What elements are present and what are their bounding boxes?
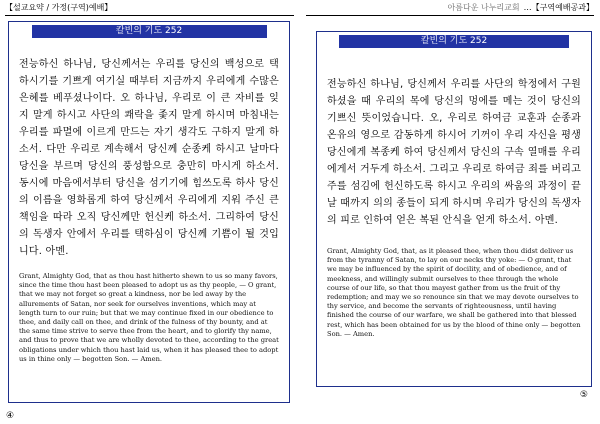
- church-name: 아름다운 나누리교회: [447, 3, 520, 12]
- right-english-prayer: Grant, Almighty God, that, as it pleased thee, when thou didst deliver us from the tyranny of Satan, to lay on our necks thy yoke: — O grant, that we may be influenced by the spirit of docility, and of obedience, and of meekness, and willingly submit ourselves to thee through the whole course of our life, so that thou mayest gather from us the fruit of thy redemption; and may we so renounce sin that we may devote ourselves to thy service, and become the servants of righteousness, until having finished the course of our warfare, we shall be gathered into that blessed rest, which has been obtained for us by the blood of thine only — begotten Son. — Amen.: [327, 247, 581, 338]
- right-page-header: [448, 3, 594, 13]
- left-header-rule: [5, 15, 294, 16]
- left-page-header: 【설교요약 / 가정(구역)예배】: [5, 3, 113, 12]
- right-page-number: ⑤: [579, 390, 588, 400]
- left-prayer-card: [8, 21, 290, 403]
- left-page-number: ④: [6, 411, 15, 421]
- left-korean-prayer: 전능하신 하나님, 당신께서는 우리를 당신의 백성으로 택하시기를 기쁘게 여기실 때부터 지금까지 우리에게 수많은 은혜를 베푸셨나이다. 오 하나님, 우리로 이 큰 자비를 잊지 말게 하시고 사단의 쾌락을 좇지 말게 하시며 마침내는 우리를 파멸에 이르게 만드는 자기 생각도 구하지 말게 하소서. 다만 우리로 계속해서 당신께 순종케 하시고 날마다 당신을 부르며 당신의 풍성함으로 충만히 마시게 하소서. 동시에 마음에서부터 당신을 섬기기에 힘쓰도록 하사 당신의 이름을 영화롭게 하여 당신께서 우리에게 지워 주신 큰 책임을 따라 오직 당신께만 헌신케 하소서. 그리하여 당신의 독생자 안에서 우리를 택하심이 당신께 기쁨이 될 것입니다. 아멘.: [19, 59, 279, 257]
- left-english-prayer: Grant, Almighty God, that as thou hast hitherto shewn to us so many favors, since the time thou hast been pleased to adopt us as thy people, — O grant, that we may not forget so great a kindness, nor be led away by the allurements of Satan, nor seek for ourselves inventions, which may at length turn to our ruin; but that we may continue fixed in our obedience to thee, and daily call on thee, and drink of the fulness of thy bounty, and at the same time strive to serve thee from the heart, and to glorify thy name, and thus to prove that we are wholly devoted to thee, according to the great obligations under which thou hast laid us, when it has pleased thee to adopt us in thine only — begotten Son. — Amen.: [19, 272, 279, 363]
- left-prayer-title: 칼빈의 기도 252: [32, 25, 267, 38]
- right-korean-prayer: 전능하신 하나님, 당신께서 우리를 사단의 학정에서 구원하셨을 때 우리의 목에 당신의 멍에를 메는 것이 당신의 기쁘신 뜻이었습니다. 오, 우리로 하여금 교훈과 순종과 온유의 영으로 감동하게 하시어 기꺼이 우리 자신을 평생 당신에게 복종케 하여 당신께서 당신의 구속 열매를 우리에게서 거두게 하소서. 그리고 우리로 하여금 죄를 버리고 주를 섬김에 헌신하도록 하시고 우리의 싸움의 과정이 끝날 때까지 의의 종들이 되게 하시며 우리가 당신의 독생자의 피로 인하여 얻은 복된 안식을 얻게 하소서. 아멘.: [327, 79, 581, 226]
- right-prayer-title: 칼빈의 기도 252: [339, 35, 569, 48]
- right-page-header-title: …【구역예배공과】: [523, 3, 594, 12]
- right-prayer-card: [316, 31, 592, 387]
- right-page: [300, 0, 600, 424]
- right-header-rule: [306, 15, 594, 16]
